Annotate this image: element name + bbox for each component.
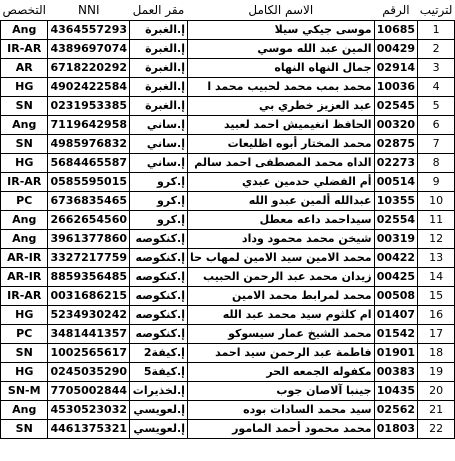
cell-number: 10435 (374, 382, 418, 401)
table-row (1, 287, 455, 306)
cell-number: 02554 (374, 211, 418, 230)
cell-workplace: إ.كيفة2 (130, 344, 188, 363)
cell-specialty: SN (1, 135, 48, 154)
table-row (1, 21, 455, 40)
cell-specialty: IR-AR (1, 173, 48, 192)
header-nni: NNI (48, 0, 130, 21)
table-row (1, 154, 455, 173)
table-header-row (1, 0, 455, 21)
cell-specialty: AR (1, 59, 48, 78)
table-row (1, 268, 455, 287)
cell-full-name: أم الفضلي حدمين عبدي (187, 173, 374, 192)
cell-full-name: محمد لمرابط محمد الامين (187, 287, 374, 306)
cell-number: 00422 (374, 249, 418, 268)
table-row (1, 116, 455, 135)
cell-workplace: إ.لعويسي (130, 401, 188, 420)
cell-full-name: الحافظ انغيميش احمد لعبيد (187, 116, 374, 135)
cell-full-name: عبدالله ألمين عبدو الله (187, 192, 374, 211)
table-row (1, 401, 455, 420)
cell-order: 2 (418, 40, 455, 59)
cell-nni: 5234930242 (48, 306, 130, 325)
table-row (1, 40, 455, 59)
cell-order: 18 (418, 344, 455, 363)
cell-order: 16 (418, 306, 455, 325)
cell-nni: 8859356485 (48, 268, 130, 287)
table-row (1, 59, 455, 78)
cell-number: 02545 (374, 97, 418, 116)
cell-number: 02914 (374, 59, 418, 78)
cell-full-name: محمد بمب محمد لحبيب محمد ا (187, 78, 374, 97)
cell-full-name: الداه محمد المصطفى احمد سالم (187, 154, 374, 173)
cell-workplace: إ.الغبرة (130, 97, 188, 116)
header-order: لترتيب (418, 0, 455, 21)
table-row (1, 135, 455, 154)
cell-nni: 0231953385 (48, 97, 130, 116)
table-row (1, 306, 455, 325)
cell-workplace: إ.كنكوصه (130, 249, 188, 268)
cell-order: 22 (418, 420, 455, 439)
cell-order: 13 (418, 249, 455, 268)
cell-workplace: إ.كيفة5 (130, 363, 188, 382)
cell-specialty: SN (1, 97, 48, 116)
table-row (1, 325, 455, 344)
cell-workplace: إ.الغبرة (130, 59, 188, 78)
cell-specialty: SN (1, 344, 48, 363)
cell-full-name: زيدان محمد عبد الرحمن الحبيب (187, 268, 374, 287)
cell-specialty: Ang (1, 230, 48, 249)
cell-full-name: جمال النهاه النهاه (187, 59, 374, 78)
cell-specialty: SN-M (1, 382, 48, 401)
header-full-name: الاسم الكامل (187, 0, 374, 21)
cell-full-name: محمد الامين سيد الامين لمهاب حا (187, 249, 374, 268)
cell-workplace: إ.كنكوصه (130, 306, 188, 325)
cell-full-name: موسى جيكي سيلا (187, 21, 374, 40)
cell-number: 00508 (374, 287, 418, 306)
cell-workplace: إ.كنكوصه (130, 287, 188, 306)
cell-full-name: سيداحمد داعه معطل (187, 211, 374, 230)
cell-number: 10685 (374, 21, 418, 40)
cell-specialty: IR-AR (1, 40, 48, 59)
cell-nni: 4461375321 (48, 420, 130, 439)
cell-full-name: جينبا آلاصان جوب (187, 382, 374, 401)
header-workplace: مقر العمل (130, 0, 188, 21)
cell-number: 01901 (374, 344, 418, 363)
cell-nni: 4530523032 (48, 401, 130, 420)
cell-order: 4 (418, 78, 455, 97)
cell-nni: 1002565617 (48, 344, 130, 363)
table-row (1, 211, 455, 230)
cell-full-name: محمد محمود أحمد المامور (187, 420, 374, 439)
cell-specialty: Ang (1, 116, 48, 135)
cell-workplace: إ.كنكوصه (130, 325, 188, 344)
cell-workplace: إ.كرو (130, 173, 188, 192)
cell-specialty: AR-IR (1, 249, 48, 268)
cell-order: 3 (418, 59, 455, 78)
cell-nni: 4902422584 (48, 78, 130, 97)
table-row (1, 344, 455, 363)
cell-nni: 0031686215 (48, 287, 130, 306)
cell-order: 7 (418, 135, 455, 154)
cell-order: 9 (418, 173, 455, 192)
cell-specialty: SN (1, 420, 48, 439)
cell-order: 21 (418, 401, 455, 420)
cell-nni: 7119642958 (48, 116, 130, 135)
cell-nni: 0585595015 (48, 173, 130, 192)
cell-order: 20 (418, 382, 455, 401)
cell-full-name: ام كلثوم سيد محمد عبد الله (187, 306, 374, 325)
cell-nni: 4364557293 (48, 21, 130, 40)
cell-full-name: مكفوله الجمعه الحر (187, 363, 374, 382)
cell-specialty: HG (1, 154, 48, 173)
cell-workplace: إ.الغبرة (130, 40, 188, 59)
cell-workplace: إ.ساني (130, 154, 188, 173)
cell-nni: 3327217759 (48, 249, 130, 268)
cell-number: 00383 (374, 363, 418, 382)
cell-order: 11 (418, 211, 455, 230)
cell-full-name: شيخن محمد محمود وداد (187, 230, 374, 249)
cell-full-name: محمد المختار أبوه اظليعات (187, 135, 374, 154)
cell-specialty: AR-IR (1, 268, 48, 287)
cell-workplace: إ.كرو (130, 192, 188, 211)
cell-workplace: إ.الغبرة (130, 21, 188, 40)
cell-number: 01407 (374, 306, 418, 325)
table-row (1, 420, 455, 439)
cell-number: 01542 (374, 325, 418, 344)
table-row (1, 249, 455, 268)
cell-full-name: محمد الشيخ عمار سيسوكو (187, 325, 374, 344)
cell-workplace: إ.لعويسي (130, 420, 188, 439)
cell-specialty: Ang (1, 401, 48, 420)
cell-number: 00514 (374, 173, 418, 192)
cell-nni: 0245035290 (48, 363, 130, 382)
cell-nni: 6736835465 (48, 192, 130, 211)
cell-order: 17 (418, 325, 455, 344)
table-row (1, 173, 455, 192)
cell-workplace: إ.ساني (130, 116, 188, 135)
cell-nni: 4389697074 (48, 40, 130, 59)
cell-full-name: عبد العزيز خطري بي (187, 97, 374, 116)
table-row (1, 97, 455, 116)
cell-workplace: إ.كنكوصه (130, 230, 188, 249)
cell-nni: 3961377860 (48, 230, 130, 249)
cell-number: 00429 (374, 40, 418, 59)
cell-order: 14 (418, 268, 455, 287)
cell-specialty: Ang (1, 21, 48, 40)
cell-number: 02562 (374, 401, 418, 420)
cell-nni: 5684465587 (48, 154, 130, 173)
cell-order: 12 (418, 230, 455, 249)
cell-order: 5 (418, 97, 455, 116)
cell-number: 00425 (374, 268, 418, 287)
cell-number: 10355 (374, 192, 418, 211)
cell-number: 02875 (374, 135, 418, 154)
table-row (1, 230, 455, 249)
cell-order: 8 (418, 154, 455, 173)
cell-nni: 7705002844 (48, 382, 130, 401)
cell-specialty: HG (1, 306, 48, 325)
cell-nni: 2662654560 (48, 211, 130, 230)
cell-specialty: PC (1, 192, 48, 211)
cell-workplace: إ.لخذيرات (130, 382, 188, 401)
cell-order: 15 (418, 287, 455, 306)
header-number: الرقم (374, 0, 418, 21)
cell-number: 02273 (374, 154, 418, 173)
cell-nni: 6718220292 (48, 59, 130, 78)
cell-order: 19 (418, 363, 455, 382)
table-row (1, 192, 455, 211)
cell-specialty: PC (1, 325, 48, 344)
cell-order: 6 (418, 116, 455, 135)
table-row (1, 382, 455, 401)
cell-number: 00320 (374, 116, 418, 135)
cell-workplace: إ.الغبرة (130, 78, 188, 97)
cell-specialty: IR-AR (1, 287, 48, 306)
cell-number: 10036 (374, 78, 418, 97)
cell-full-name: المين عبد الله موسي (187, 40, 374, 59)
cell-specialty: HG (1, 363, 48, 382)
cell-nni: 4985976832 (48, 135, 130, 154)
cell-full-name: فاطمة عبد الرحمن سيد احمد (187, 344, 374, 363)
cell-number: 00319 (374, 230, 418, 249)
cell-number: 01803 (374, 420, 418, 439)
table-row (1, 78, 455, 97)
cell-workplace: إ.كرو (130, 211, 188, 230)
cell-full-name: سيد محمد السادات بوده (187, 401, 374, 420)
cell-workplace: إ.كنكوصه (130, 268, 188, 287)
cell-specialty: HG (1, 78, 48, 97)
cell-nni: 3481441357 (48, 325, 130, 344)
cell-workplace: إ.ساني (130, 135, 188, 154)
cell-order: 1 (418, 21, 455, 40)
cell-specialty: Ang (1, 211, 48, 230)
cell-order: 10 (418, 192, 455, 211)
table-row (1, 363, 455, 382)
header-specialty: التخصص (1, 0, 48, 21)
